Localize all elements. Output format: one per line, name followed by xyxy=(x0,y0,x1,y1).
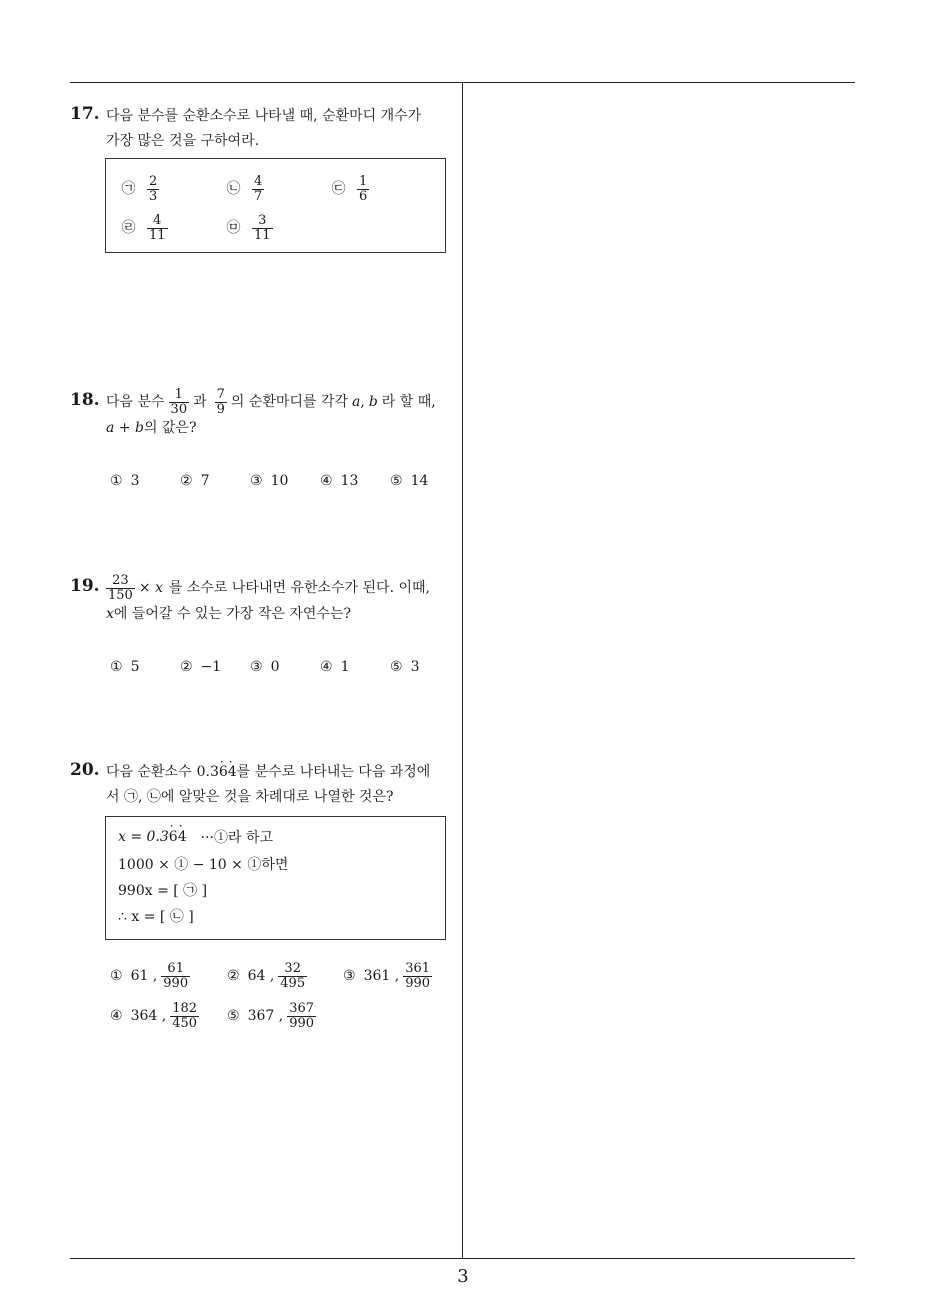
choice-a xyxy=(122,175,163,203)
option-2[interactable]: ② 64 , $\frac{32}{495}$ xyxy=(227,961,306,991)
question-20 xyxy=(70,760,460,810)
question-19 xyxy=(70,574,460,627)
process-box xyxy=(105,816,446,940)
question-text: 다음 분수를 순환소수로 나타낼 때, 순환마디 개수가 가장 많은 것을 구하여라. xyxy=(106,108,422,149)
choice-mark: ㉡ xyxy=(226,181,241,198)
option-1[interactable]: ① 61 , $\frac{61}{990}$ xyxy=(110,961,189,991)
question-number: 17. xyxy=(70,104,100,124)
question-text: 다음 분수 $\frac{1}{30}$ 과 $\frac{7}{9}$ 의 순환마디를 각각 a , b 라 할 때, a + b 의 값은? xyxy=(106,387,436,437)
fraction: $\frac{61}{990}$ xyxy=(163,961,189,991)
bottom-rule xyxy=(70,1258,855,1259)
option-4[interactable]: ④ 13 xyxy=(320,473,359,489)
choice-mark: ㉢ xyxy=(331,181,346,198)
option-4[interactable]: ④ 1 xyxy=(320,659,350,675)
choice-mark: ㉤ xyxy=(226,220,241,237)
choice-c xyxy=(332,175,373,203)
option-1[interactable]: ① 5 xyxy=(110,659,140,675)
process-line-1: x = 0.3 6 · 4 · ···①라 하고 xyxy=(118,827,273,847)
fraction: $\frac{182}{450}$ xyxy=(172,1001,198,1031)
column-divider xyxy=(462,83,463,1258)
fraction: $\frac{367}{990}$ xyxy=(289,1001,315,1031)
question-18 xyxy=(70,388,460,441)
question-17 xyxy=(70,104,460,154)
fraction: $\frac{2}{3}$ xyxy=(149,174,158,204)
fraction: $\frac{32}{495}$ xyxy=(280,961,306,991)
choice-e xyxy=(227,214,277,242)
option-5[interactable]: ⑤ 14 xyxy=(390,473,429,489)
process-line-2: 1000 × ① − 10 × ①하면 xyxy=(118,857,289,873)
option-5[interactable]: ⑤ 3 xyxy=(390,659,420,675)
fraction: $\frac{1}{6}$ xyxy=(359,174,368,204)
fraction-23-150: $\frac{23}{150}$ xyxy=(108,573,133,603)
choice-b xyxy=(227,175,268,203)
option-2[interactable]: ② −1 xyxy=(180,659,222,675)
process-line-4: ∴ x = [ ㉡ ] xyxy=(118,909,194,925)
option-5[interactable]: ⑤ 367 , $\frac{367}{990}$ xyxy=(227,1001,315,1031)
option-3[interactable]: ③ 361 , $\frac{361}{990}$ xyxy=(343,961,431,991)
choice-d xyxy=(122,214,172,242)
fraction-7-9: $\frac{7}{9}$ xyxy=(216,387,225,417)
process-line-3: 990x = [ ㉠ ] xyxy=(118,883,208,899)
page-number: 3 xyxy=(457,1266,469,1287)
choices-box xyxy=(105,158,446,253)
option-2[interactable]: ② 7 xyxy=(180,473,210,489)
repeating-decimal: 0.36 ·4 · xyxy=(197,760,237,785)
choice-mark: ㉠ xyxy=(121,181,136,198)
fraction-1-30: $\frac{1}{30}$ xyxy=(170,387,188,417)
question-number: 20. xyxy=(70,760,100,780)
option-1[interactable]: ① 3 xyxy=(110,473,140,489)
fraction: $\frac{3}{11}$ xyxy=(254,213,271,243)
option-3[interactable]: ③ 0 xyxy=(250,659,280,675)
fraction: $\frac{4}{11}$ xyxy=(149,213,166,243)
fraction: $\frac{4}{7}$ xyxy=(254,174,263,204)
fraction: $\frac{361}{990}$ xyxy=(405,961,431,991)
option-3[interactable]: ③ 10 xyxy=(250,473,289,489)
question-number: 18. xyxy=(70,390,100,410)
question-number: 19. xyxy=(70,576,100,596)
question-text: $\frac{23}{150}$ × x 를 소수로 나타내면 유한소수가 된다. 이때, x 에 들어갈 수 있는 가장 작은 자연수는? xyxy=(106,573,430,623)
choice-mark: ㉣ xyxy=(121,220,136,237)
option-4[interactable]: ④ 364 , $\frac{182}{450}$ xyxy=(110,1001,198,1031)
question-text: 다음 순환소수 0.36 ·4 · 를 분수로 나타내는 다음 과정에 서 ㉠, ㉡에 알맞은 것을 차례대로 나열한 것은? xyxy=(106,760,430,810)
